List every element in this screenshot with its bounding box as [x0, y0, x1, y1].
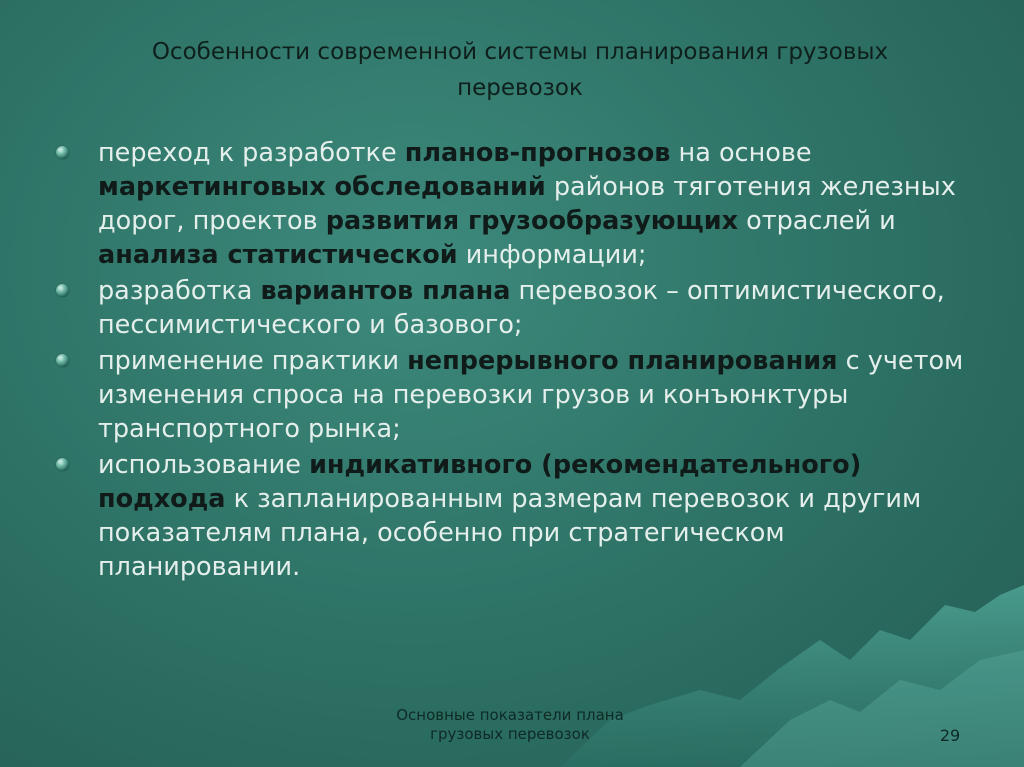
bold-text: планов-прогнозов: [404, 138, 671, 168]
title-line-2: перевозок: [457, 75, 583, 101]
bullet-item: [52, 448, 972, 584]
bold-text: маркетинговых обследований: [98, 172, 546, 202]
slide-title: [60, 34, 980, 106]
bullet-text: с учетом изменения спроса на перевозки грузов и конъюнктуры транспортного рынка;: [98, 346, 964, 444]
bullet-text: районов тяготения железных дорог, проектов: [98, 172, 956, 236]
bullet-text: разработка: [98, 276, 261, 306]
page-number: 29: [939, 726, 961, 745]
bold-text: непрерывного планирования: [407, 346, 838, 376]
bullet-text: на основе: [670, 138, 812, 168]
footer-line-1: Основные показатели плана: [396, 706, 624, 724]
bold-text: вариантов плана: [260, 276, 511, 306]
bold-text: анализа статистической: [98, 240, 458, 270]
bullet-item: [52, 274, 972, 342]
bullet-icon: [56, 354, 69, 367]
bullet-text: переход к разработке: [98, 138, 405, 168]
bold-text: индикативного (рекомендательного) подхода: [98, 450, 862, 514]
bullet-text: перевозок – оптимистического, пессимистического и базового;: [98, 276, 945, 340]
bold-text: развития грузообразующих: [325, 206, 739, 236]
bullet-text: к запланированным размерам перевозок и другим показателям плана, особенно при стратегическом планировании.: [98, 484, 922, 582]
bullet-item: [52, 344, 972, 446]
bullet-text: информации;: [457, 240, 647, 270]
bullet-icon: [56, 146, 69, 159]
bullet-text: использование: [98, 450, 310, 480]
bullet-icon: [56, 284, 69, 297]
bullet-text: отраслей и: [738, 206, 896, 236]
slide-footer: [340, 706, 680, 744]
title-line-1: Особенности современной системы планирования грузовых: [151, 39, 889, 65]
bullet-icon: [56, 458, 69, 471]
bullet-item: [52, 136, 972, 272]
bullet-text: применение практики: [98, 346, 408, 376]
footer-line-2: грузовых перевозок: [430, 725, 590, 743]
bullet-list: [52, 136, 972, 586]
